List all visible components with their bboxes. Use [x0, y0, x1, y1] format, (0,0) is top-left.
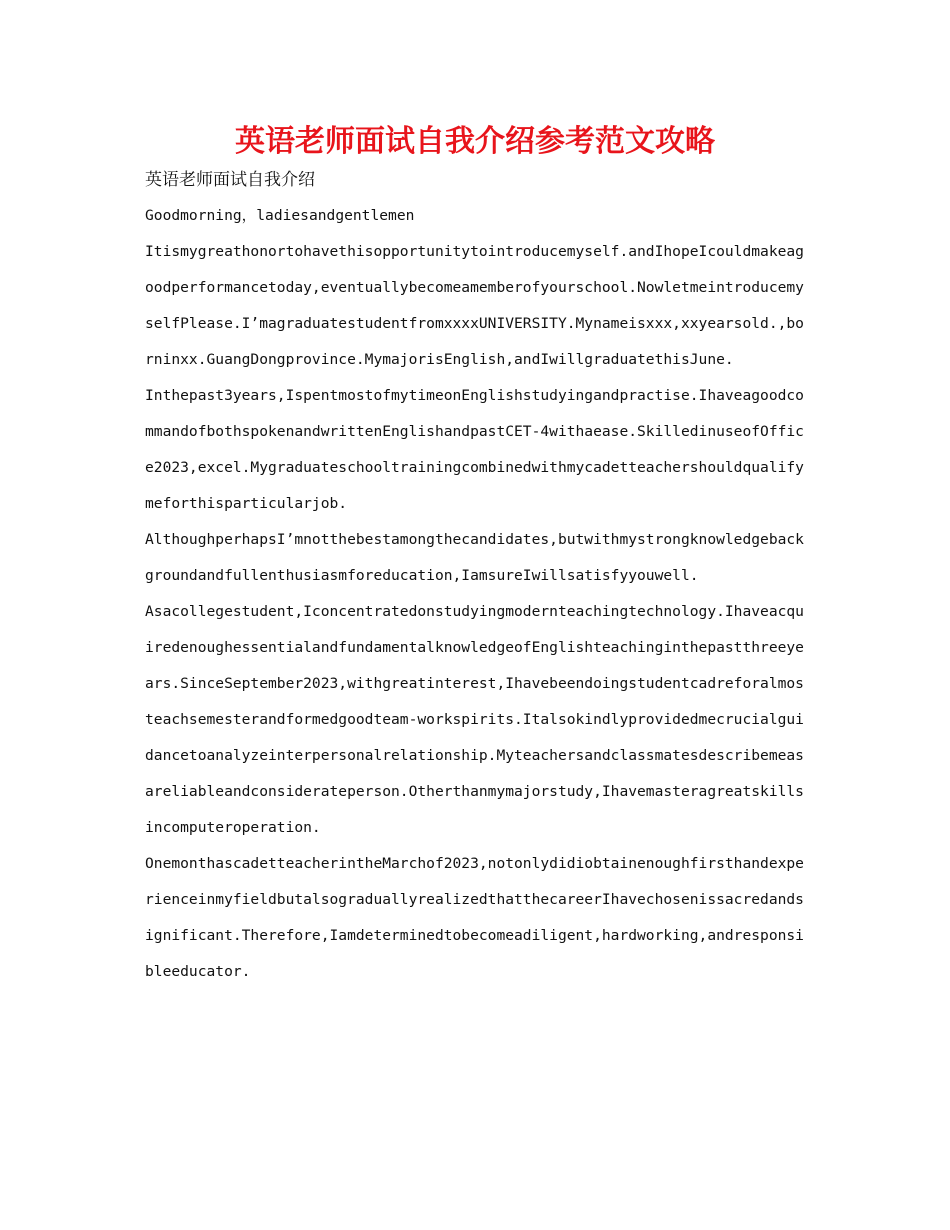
paragraph-experience: OnemonthascadetteacherintheMarchof2023,notonlydidiobtainenoughfirsthandexperienceinmyfieldbutalsograduallyrealizedthatthecareerIhavechosenissacredandsignificant.Therefore,Iamdeterminedtobecomeadiligent,hardworking,andresponsibleeducator.: [145, 855, 804, 980]
paragraph-greeting: Goodmorning，ladiesandgentlemen: [145, 207, 415, 224]
body-text: [145, 198, 807, 990]
section-heading: 英语老师面试自我介绍: [145, 170, 315, 190]
paragraph-study: Inthepast3years,IspentmostofmytimeonEnglishstudyingandpractise.IhaveagoodcommandofbothspokenandwrittenEnglishandpastCET-4withaease.SkilledinuseofOffice2023,excel.Mygraduateschooltrainingcombinedwithmycadetteachershouldqualifymeforthisparticularjob.: [145, 387, 804, 512]
paragraph-confidence: AlthoughperhapsI’mnotthebestamongthecandidates,butwithmystrongknowledgebackgroundandfullenthusiasmforeducation,IamsureIwillsatisfyyouwell.: [145, 531, 804, 584]
page-title: 英语老师面试自我介绍参考范文攻略: [235, 124, 715, 159]
paragraph-college: Asacollegestudent,Iconcentratedonstudyingmodernteachingtechnology.IhaveacquiredenoughessentialandfundamentalknowledgeofEnglishteachinginthepastthreeyears.SinceSeptember2023,withgreatinterest,Ihavebeendoingstudentcadreforalmosteachsemesterandformedgoodteam-workspirits.Italsokindlyprovidedmecrucialguidancetoanalyzeinterpersonalrelationship.Myteachersandclassmatesdescribemeasareliableandconsiderateperson.Otherthanmymajorstudy,Ihavemasteragreatskillsincomputeroperation.: [145, 603, 804, 836]
paragraph-introduction: Itismygreathonortohavethisopportunitytointroducemyself.andIhopeIcouldmakeagoodperformancetoday,eventuallybecomeamemberofyourschool.NowletmeintroducemyselfPlease.I’magraduatestudentfromxxxxUNIVERSITY.Mynameisxxx,xxyearsold.,borninxx.GuangDongprovince.MymajorisEnglish,andIwillgraduatethisJune.: [145, 243, 804, 368]
